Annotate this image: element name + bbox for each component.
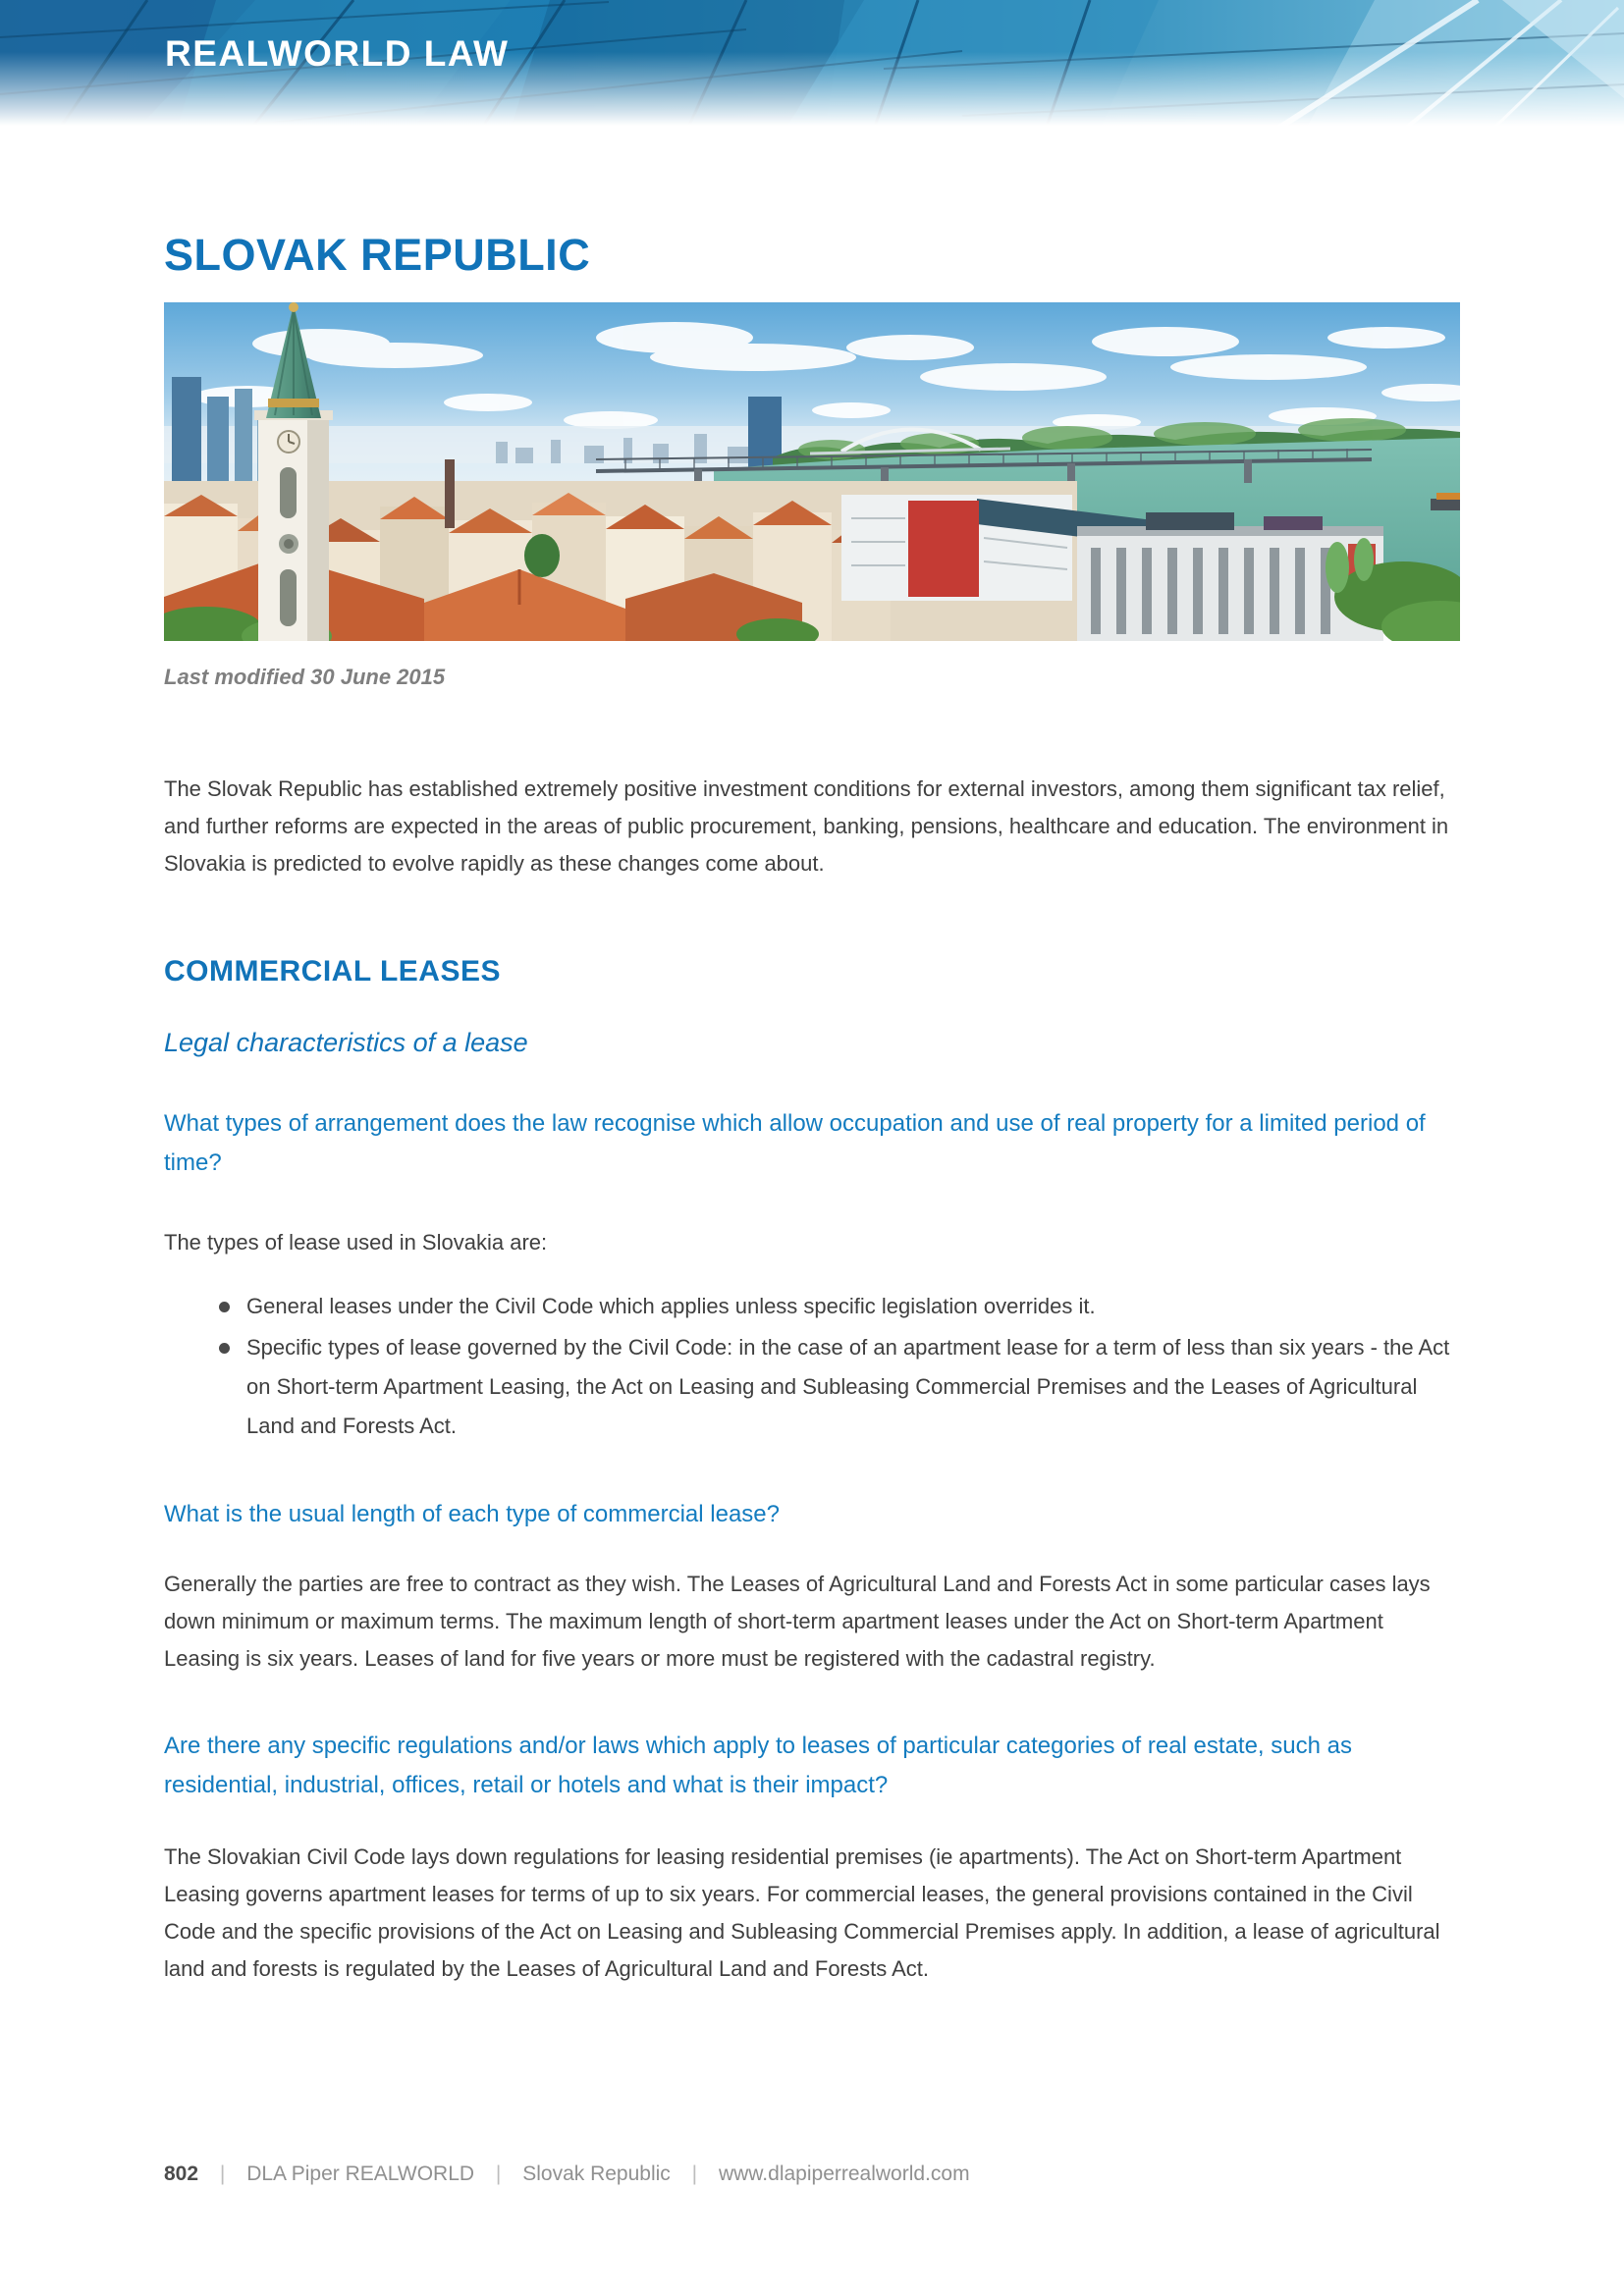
content-column (164, 232, 1460, 1988)
answer-specific-regulations: The Slovakian Civil Code lays down regulations for leasing residential premises (ie apartments). The Act on Short-term Apartment Leasing governs apartment leases for terms of up to six years. For commercial leases, the general provisions contained in the Civil Code and the specific provisions of the Act on Leasing and Subleasing Commercial Premises apply. In addition, a lease of agricultural land and forests is regulated by the Leases of Agricultural Land and Forests Act. (164, 1844, 1440, 1981)
question-specific-regulations: Are there any specific regulations and/or laws which apply to leases of particular categories of real estate, such as residential, industrial, offices, retail or hotels and what is their impact? (164, 1733, 1352, 1798)
footer-separator: | (691, 2163, 698, 2185)
bratislava-panorama-illustration (164, 302, 1460, 641)
list-item: General leases under the Civil Code which applies unless specific legislation overrides it. (164, 1287, 1460, 1326)
list-item: Specific types of lease governed by the Civil Code: in the case of an apartment lease for a term of less than six years - the Act on Short-term Apartment Leasing, the Act on Leasing and Subleasing Commercial Premises and the Leases of Agricultural Land and Forests Act. (164, 1328, 1460, 1446)
footer-separator: | (495, 2163, 502, 2185)
brand-title: REALWORLD LAW (165, 33, 510, 74)
answer-usual-length: Generally the parties are free to contract as they wish. The Leases of Agricultural Land and Forests Act in some particular cases lays down minimum or maximum terms. The maximum length of short-term apartment leases under the Act on Short-term Apartment Leasing is six years. Leases of land for five years or more must be registered with the cadastral registry. (164, 1572, 1431, 1671)
subsection-heading-legal-characteristics: Legal characteristics of a lease (164, 1028, 528, 1057)
section-heading-commercial-leases: COMMERCIAL LEASES (164, 955, 501, 988)
intro-paragraph: The Slovak Republic has established extremely positive investment conditions for external investors, among them significant tax relief, and further reforms are expected in the areas of public procurement, banking, pensions, healthcare and education. The environment in Slovakia is predicted to evolve rapidly as these changes come about. (164, 776, 1449, 876)
footer-item-publisher: DLA Piper REALWORLD (246, 2163, 475, 2185)
city-panorama-photo (164, 302, 1460, 641)
page-footer (164, 2160, 1460, 2189)
lease-types-list (164, 1287, 1460, 1446)
answer-intro-paragraph: The types of lease used in Slovakia are: (164, 1230, 548, 1255)
footer-page-number: 802 (164, 2163, 199, 2185)
header-banner (0, 0, 1624, 130)
page-title: SLOVAK REPUBLIC (164, 230, 591, 280)
footer-separator: | (219, 2163, 226, 2185)
last-modified-label: Last modified 30 June 2015 (164, 665, 446, 689)
question-usual-length: What is the usual length of each type of commercial lease? (164, 1501, 780, 1527)
footer-item-country: Slovak Republic (522, 2163, 671, 2185)
footer-item-website: www.dlapiperrealworld.com (718, 2163, 970, 2185)
question-types-of-arrangement: What types of arrangement does the law recognise which allow occupation and use of real property for a limited period of time? (164, 1110, 1426, 1176)
